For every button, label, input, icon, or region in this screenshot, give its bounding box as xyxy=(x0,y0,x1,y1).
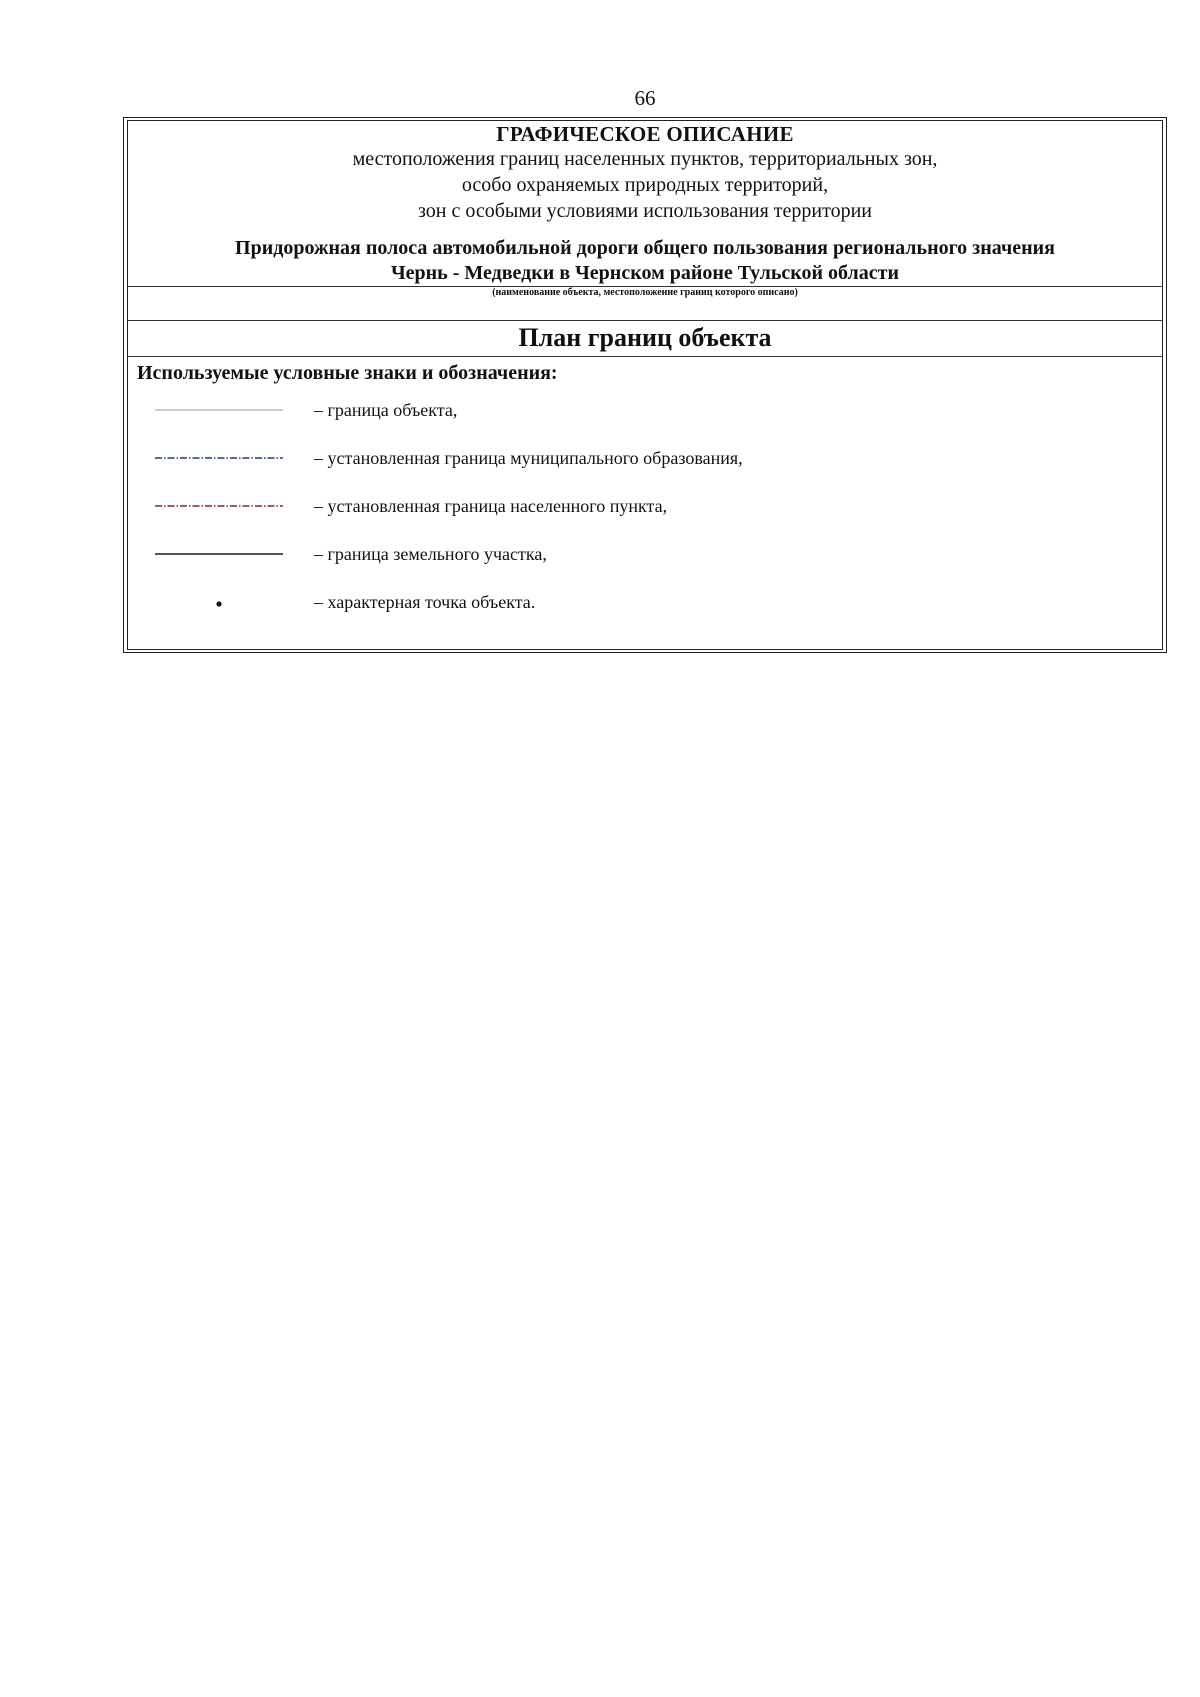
legend-item-label: – характерная точка объекта. xyxy=(314,592,536,612)
page-number: 66 xyxy=(634,86,656,110)
object-name-line-2: Чернь - Медведки в Чернском районе Тульской области xyxy=(390,262,900,284)
legend-item-label: – граница объекта, xyxy=(314,400,458,420)
subtitle-line-3: зон с особыми условиями использования территории xyxy=(417,200,873,222)
blue-dash-dot-line-icon xyxy=(155,456,283,460)
thin-line-symbol-icon xyxy=(155,408,283,412)
document-title: ГРАФИЧЕСКОЕ ОПИСАНИЕ xyxy=(496,122,794,146)
point-symbol-icon xyxy=(155,597,283,601)
legend-item-label: – граница земельного участка, xyxy=(314,544,547,564)
red-dash-dot-line-icon xyxy=(155,504,283,508)
object-name xyxy=(127,236,1163,286)
object-caption: (наименование объекта, местоположение границ которого описано) xyxy=(492,287,798,298)
legend-item-label: – установленная граница населенного пункта, xyxy=(314,496,668,516)
subtitle-line-1: местоположения границ населенных пунктов, территориальных зон, xyxy=(352,148,938,170)
plan-title: План границ объекта xyxy=(518,323,772,352)
legend-heading: Используемые условные знаки и обозначения: xyxy=(137,362,558,384)
legend-item-settlement-boundary xyxy=(137,491,1137,521)
legend-item-characteristic-point xyxy=(137,587,1137,617)
legend-item-land-plot-boundary xyxy=(137,539,1137,569)
legend-item-object-boundary xyxy=(137,395,1137,425)
object-name-line-1: Придорожная полоса автомобильной дороги общего пользования регионального значения xyxy=(235,237,1055,259)
plan-title-divider xyxy=(127,356,1163,357)
legend-item-municipal-boundary xyxy=(137,443,1137,473)
subtitle-line-2: особо охраняемых природных территорий, xyxy=(461,174,829,196)
solid-line-symbol-icon xyxy=(155,552,283,556)
caption-divider xyxy=(127,320,1163,321)
legend-item-label: – установленная граница муниципального образования, xyxy=(314,448,743,468)
document-header xyxy=(127,120,1163,224)
